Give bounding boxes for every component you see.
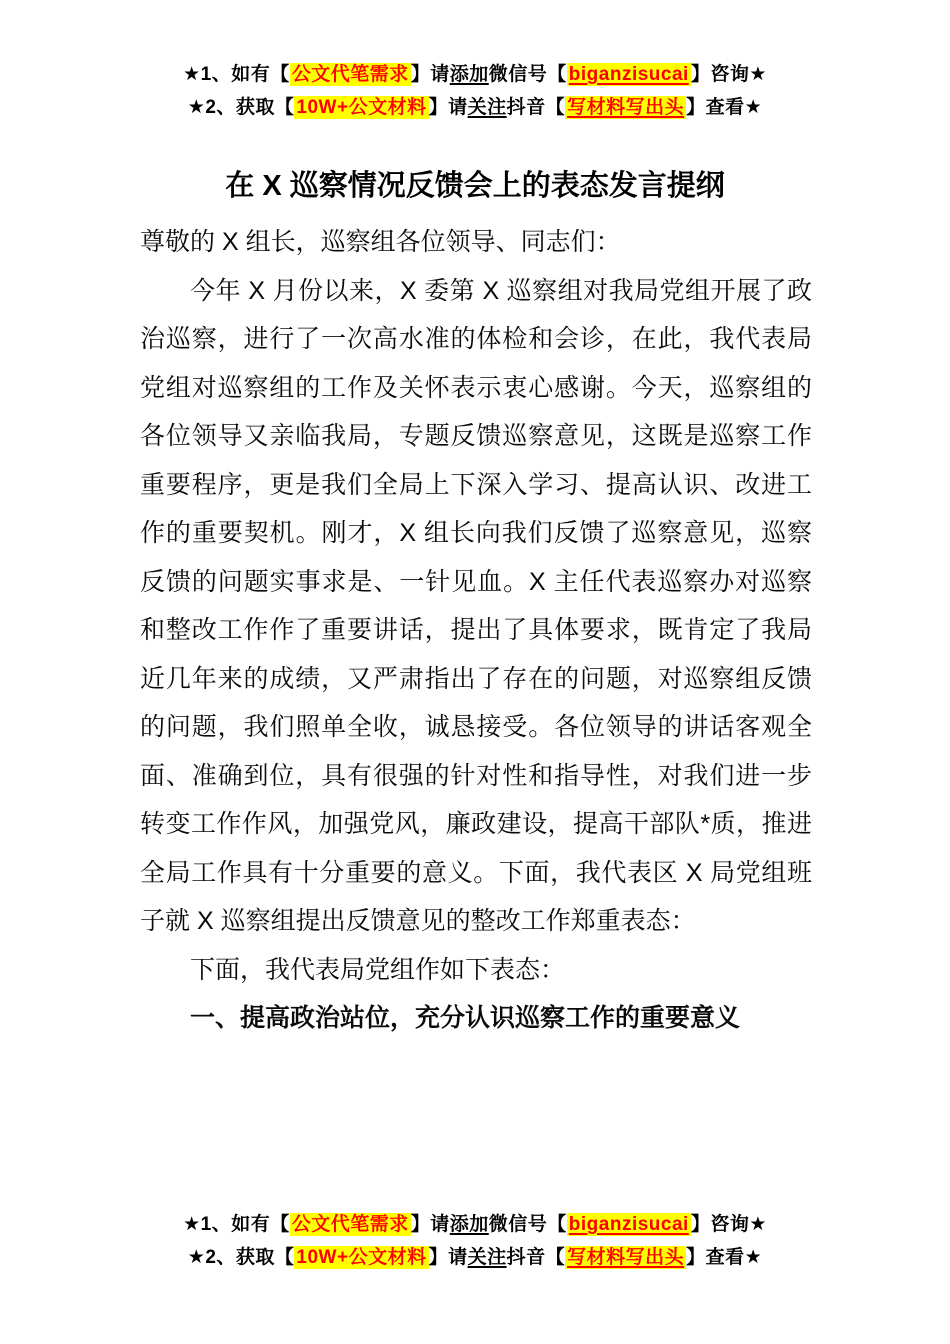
promo-text: 抖音【 [506,97,566,118]
promo-text: 】查看★ [686,97,763,118]
body-paragraph: 今年 X 月份以来，X 委第 X 巡察组对我局党组开展了政治巡察，进行了一次高水准的体检和会诊，在此，我代表局党组对巡察组的工作及关怀表示衷心感谢。今天，巡察组的各位领导又亲临我局，专题反馈巡察意见，这既是巡察工作重要程序，更是我们全局上下深入学习、提高认识、改进工作的重要契机。刚才，X 组长向我们反馈了巡察意见，巡察反馈的问题实事求是、一针见血。X 主任代表巡察办对巡察和整改工作作了重要讲话，提出了具体要求，既肯定了我局近几年来的成绩，又严肃指出了存在的问题，对巡察组反馈的问题，我们照单全收，诚恳接受。各位领导的讲话客观全面、准确到位，具有很强的针对性和指导性，对我们进一步转变工作作风，加强党风，廉政建设，提高干部队*质，推进全局工作具有十分重要的意义。下面，我代表区 X 局党组班子就 X 巡察组提出反馈意见的整改工作郑重表态： [140,276,812,935]
promo-text: 】查看★ [686,1247,763,1268]
promo-highlight-service: 公文代笔需求 [291,1214,409,1235]
promo-text: ★2、获取【 [187,97,295,118]
promo-douyin-id: 写材料写出头 [567,1247,685,1268]
promo-footer [0,1208,950,1274]
promo-text: 】咨询★ [690,64,767,85]
promo-header [0,58,950,124]
promo-text: 抖音【 [506,1247,566,1268]
salutation-paragraph: 尊敬的 X 组长，巡察组各位领导、同志们： [140,228,621,256]
page-title: 在 X 巡察情况反馈会上的表态发言提纲 [225,170,725,203]
promo-underlined-add: 添加 [449,1214,489,1235]
promo-highlight-materials: 10W+公文材料 [296,1247,427,1268]
promo-footer-line1 [0,1208,950,1241]
promo-underlined-follow: 关注 [467,97,507,118]
promo-header-line1 [0,58,950,91]
promo-footer-line2 [0,1241,950,1274]
promo-douyin-id: 写材料写出头 [567,97,685,118]
promo-text: 】咨询★ [690,1214,767,1235]
promo-text: 】请 [410,64,450,85]
promo-text: 微信号【 [488,1214,567,1235]
promo-text: ★2、获取【 [187,1247,295,1268]
promo-header-line2 [0,91,950,124]
promo-text: ★1、如有【 [183,64,290,85]
promo-text: 】请 [410,1214,450,1235]
section-heading: 一、提高政治站位，充分认识巡察工作的重要意义 [190,1004,741,1032]
promo-underlined-add: 添加 [449,64,489,85]
promo-text: 】请 [428,97,468,118]
document-body [140,218,812,1043]
promo-text: 微信号【 [488,64,567,85]
promo-highlight-service: 公文代笔需求 [291,64,409,85]
transition-paragraph: 下面，我代表局党组作如下表态： [190,955,566,984]
promo-wechat-id: biganzisucai [568,64,689,85]
promo-highlight-materials: 10W+公文材料 [296,97,427,118]
promo-text: 】请 [428,1247,468,1268]
promo-underlined-follow: 关注 [467,1247,507,1268]
promo-text: ★1、如有【 [183,1214,290,1235]
promo-wechat-id: biganzisucai [568,1214,689,1235]
